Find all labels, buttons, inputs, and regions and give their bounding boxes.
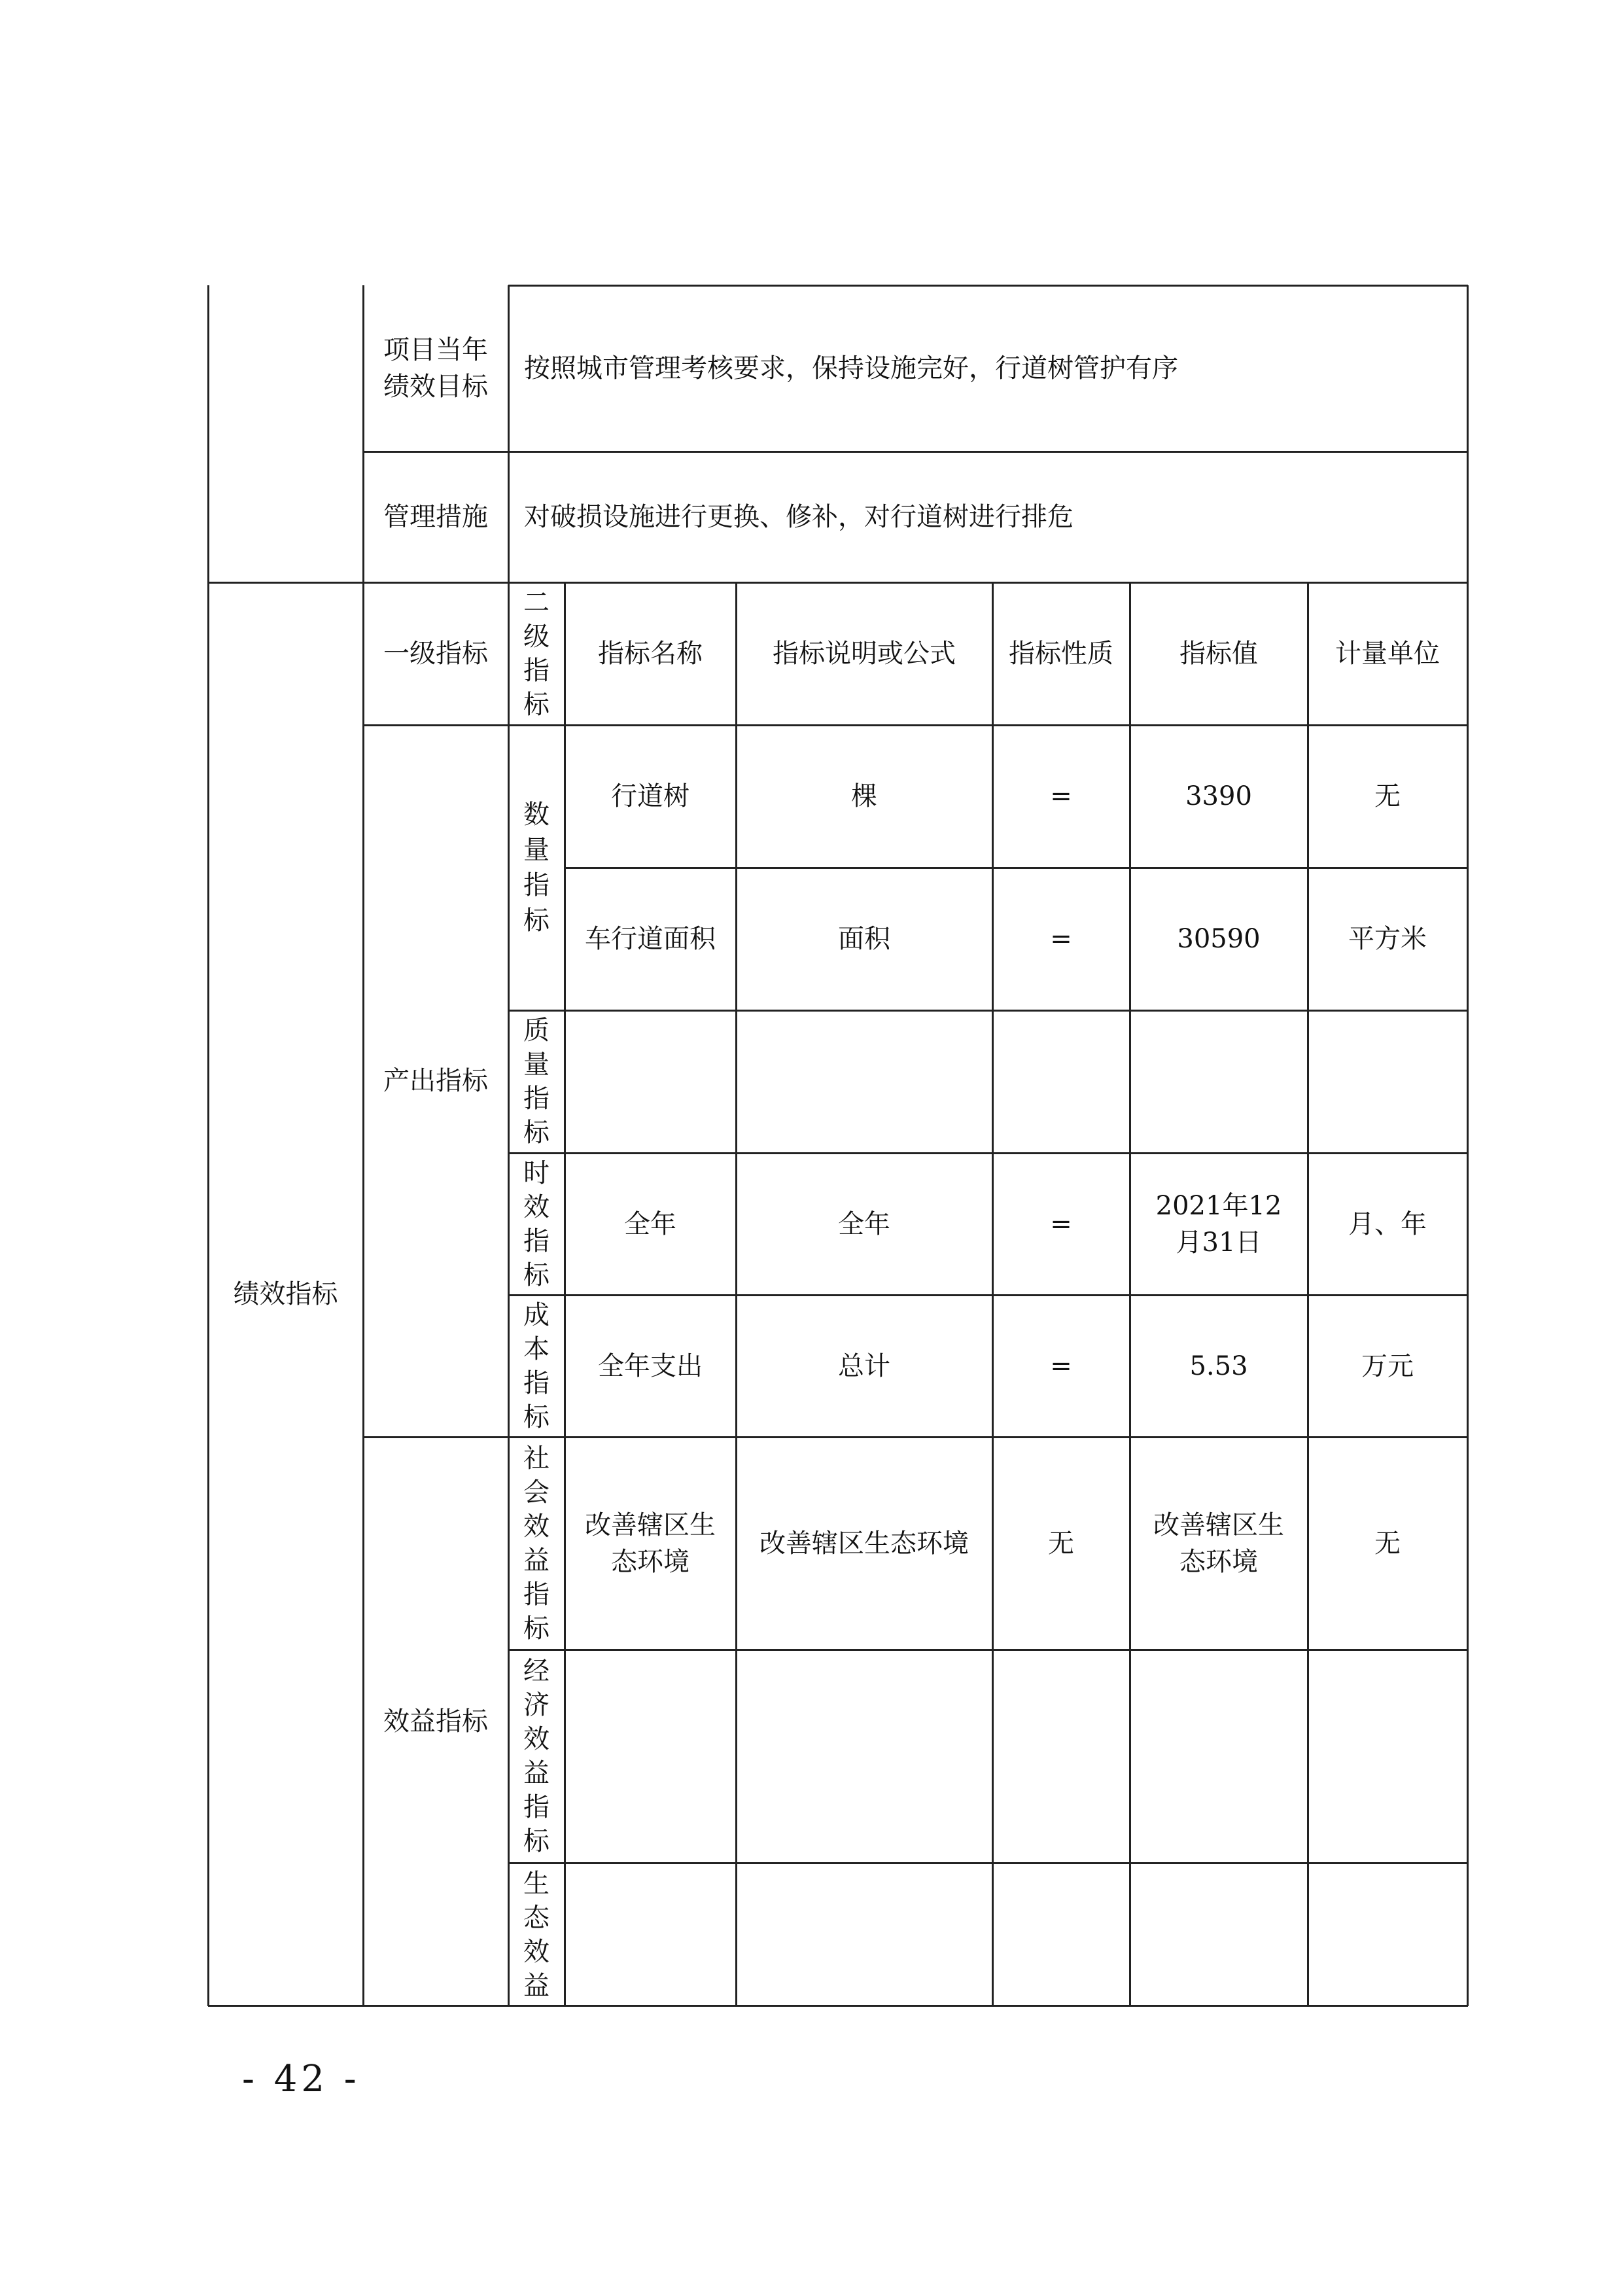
ecological-label: 生态效益 <box>523 1868 550 2001</box>
indicator-desc: 改善辖区生态环境 <box>759 1528 969 1559</box>
table-row-cell <box>1308 868 1467 1010</box>
grid-line <box>208 2005 1468 2007</box>
grid-line <box>508 1649 1468 1651</box>
timeliness-label: 时效指标 <box>523 1157 550 1290</box>
indicator-unit: 万元 <box>1361 1351 1414 1381</box>
indicator-desc: 总计 <box>838 1351 890 1381</box>
grid-line <box>363 724 1468 726</box>
benefit-label-cell <box>363 1437 508 2006</box>
table-row-cell <box>1308 725 1467 868</box>
grid-line <box>508 1862 1468 1864</box>
measures-text-cell <box>508 451 1467 582</box>
header-level2: 二级指标 <box>523 588 550 720</box>
indicator-nature: = <box>1050 781 1072 811</box>
header-desc-cell <box>736 582 992 725</box>
table-row-cell <box>565 1153 736 1295</box>
indicator-value: 2021年12月31日 <box>1155 1190 1282 1258</box>
table-row-cell <box>565 868 736 1010</box>
indicator-name: 改善辖区生态环境 <box>585 1510 716 1577</box>
indicator-desc: 面积 <box>838 924 890 954</box>
quality-label: 质量指标 <box>523 1016 550 1148</box>
indicator-nature: = <box>1050 1351 1072 1381</box>
indicator-nature: = <box>1050 924 1072 954</box>
table-row-cell <box>1308 1437 1467 1650</box>
performance-label-cell <box>208 582 363 2006</box>
quantity-label: 数量指标 <box>523 800 550 936</box>
indicator-value: 5.53 <box>1189 1351 1248 1381</box>
goal-text-cell <box>508 285 1467 451</box>
indicator-name: 车行道面积 <box>585 924 716 954</box>
measures-text: 对破损设施进行更换、修补，对行道树进行排危 <box>524 502 1073 532</box>
header-value: 指标值 <box>1179 639 1258 669</box>
cost-label: 成本指标 <box>523 1299 550 1432</box>
indicator-desc: 棵 <box>851 781 877 811</box>
indicator-desc: 全年 <box>838 1209 890 1239</box>
table-row-cell <box>736 725 992 868</box>
ecological-label-cell <box>508 1863 565 2006</box>
social-label: 社会效益指标 <box>523 1443 550 1644</box>
indicator-unit: 月、年 <box>1348 1209 1427 1239</box>
header-unit-cell <box>1308 582 1467 725</box>
header-level2-cell <box>508 582 565 725</box>
header-name-cell <box>565 582 736 725</box>
grid-line <box>363 1436 1468 1438</box>
page-number: - 42 - <box>242 2058 360 2100</box>
indicator-nature: = <box>1050 1209 1072 1239</box>
indicator-value: 改善辖区生态环境 <box>1153 1510 1284 1577</box>
header-desc: 指标说明或公式 <box>773 639 956 669</box>
performance-label: 绩效指标 <box>233 1279 338 1309</box>
grid-line <box>565 867 1468 869</box>
goal-label-cell <box>363 285 508 451</box>
table-row-cell <box>736 868 992 1010</box>
table-row-cell <box>992 1437 1130 1650</box>
indicator-name: 全年 <box>624 1209 676 1239</box>
header-nature: 指标性质 <box>1009 639 1113 669</box>
grid-line <box>1467 285 1469 2006</box>
output-label: 产出指标 <box>383 1066 488 1096</box>
table-row-cell <box>992 1295 1130 1437</box>
timeliness-label-cell <box>508 1153 565 1295</box>
table-row-cell <box>565 725 736 868</box>
grid-line <box>208 582 1468 584</box>
measures-label: 管理措施 <box>383 502 488 532</box>
table-row-cell <box>736 1437 992 1650</box>
header-level1-cell <box>363 582 508 725</box>
grid-line <box>508 285 510 2006</box>
indicator-unit: 无 <box>1374 1528 1401 1559</box>
economic-label-cell <box>508 1650 565 1863</box>
table-row-cell <box>992 725 1130 868</box>
quality-label-cell <box>508 1010 565 1153</box>
table-row-cell <box>565 1437 736 1650</box>
table-row-cell <box>1130 868 1308 1010</box>
header-name: 指标名称 <box>598 639 703 669</box>
quantity-label-cell <box>508 725 565 1010</box>
table-row-cell <box>736 1295 992 1437</box>
grid-line <box>508 1010 1468 1012</box>
grid-line <box>508 285 1468 287</box>
indicator-nature: 无 <box>1048 1528 1074 1559</box>
grid-line <box>207 285 209 2006</box>
grid-line <box>508 1294 1468 1296</box>
goal-label: 项目当年绩效目标 <box>383 335 488 402</box>
table-row-cell <box>992 868 1130 1010</box>
table-row-cell <box>992 1153 1130 1295</box>
table-row-cell <box>1308 1153 1467 1295</box>
table-row-cell <box>1130 1437 1308 1650</box>
header-value-cell <box>1130 582 1308 725</box>
grid-line <box>362 285 364 2006</box>
indicator-unit: 平方米 <box>1348 924 1427 954</box>
table-row-cell <box>1130 1295 1308 1437</box>
economic-label: 经济效益指标 <box>523 1656 550 1856</box>
header-level1: 一级指标 <box>383 639 488 669</box>
header-unit: 计量单位 <box>1335 639 1440 669</box>
grid-line <box>363 451 1468 453</box>
grid-line <box>508 1152 1468 1154</box>
indicator-name: 全年支出 <box>598 1351 703 1381</box>
goal-text: 按照城市管理考核要求，保持设施完好，行道树管护有序 <box>524 353 1178 383</box>
indicator-unit: 无 <box>1374 781 1401 811</box>
table-row-cell <box>736 1153 992 1295</box>
social-label-cell <box>508 1437 565 1650</box>
benefit-label: 效益指标 <box>383 1706 488 1737</box>
indicator-name: 行道树 <box>611 781 689 811</box>
table-row-cell <box>565 1295 736 1437</box>
table-row-cell <box>1308 1295 1467 1437</box>
indicator-value: 3390 <box>1185 781 1252 811</box>
header-nature-cell <box>992 582 1130 725</box>
table-row-cell <box>1130 725 1308 868</box>
measures-label-cell <box>363 451 508 582</box>
indicator-value: 30590 <box>1177 924 1261 954</box>
cost-label-cell <box>508 1295 565 1437</box>
output-label-cell <box>363 725 508 1437</box>
table-row-cell <box>1130 1153 1308 1295</box>
